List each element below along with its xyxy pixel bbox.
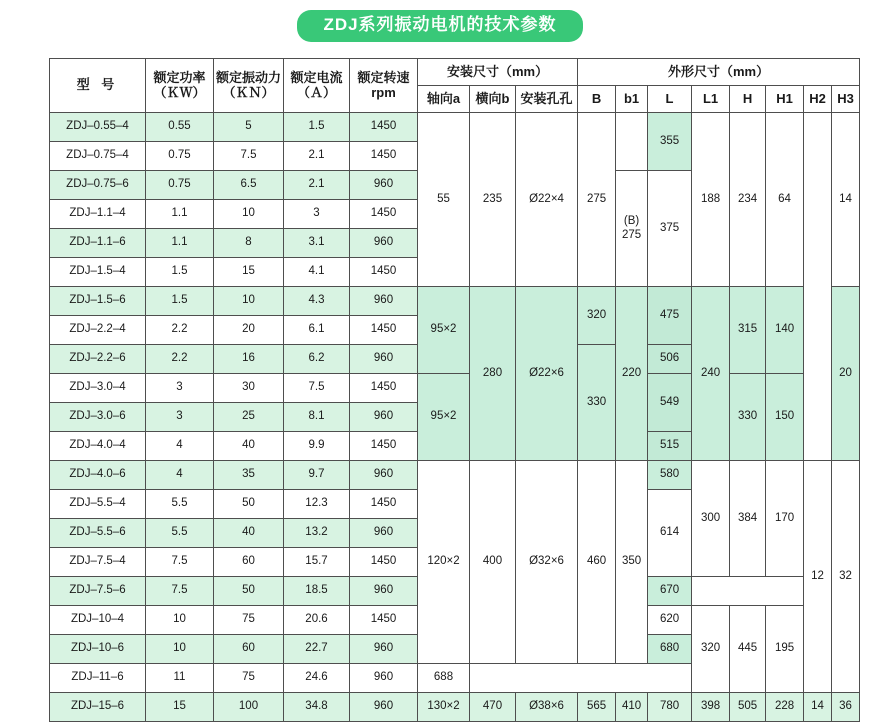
- cell-H3-g3: 32: [832, 461, 860, 693]
- cell-B-g2a: 320: [578, 287, 616, 345]
- cell-H1-g5: 228: [766, 693, 804, 722]
- th-power: [146, 59, 214, 113]
- th-b1: b1: [616, 86, 648, 113]
- th-install-group: 安装尺寸（mm）: [418, 59, 578, 86]
- cell-axial-g2b: 95×2: [418, 374, 470, 461]
- cell-current: 4.3: [284, 287, 350, 316]
- cell-model: ZDJ–4.0–6: [50, 461, 146, 490]
- table-row: [50, 461, 860, 490]
- spec-table-container: [49, 58, 854, 722]
- cell-hole-g3: Ø32×6: [516, 461, 578, 664]
- th-speed-line1: 额定转速: [357, 69, 410, 85]
- cell-b1-g3: 350: [616, 461, 648, 664]
- cell-speed: 1450: [350, 258, 418, 287]
- cell-L-v1: 355: [648, 113, 692, 171]
- cell-L-v3: 475: [648, 287, 692, 345]
- cell-H1-g2b: 150: [766, 374, 804, 461]
- cell-force: 60: [214, 548, 284, 577]
- cell-current: 12.3: [284, 490, 350, 519]
- cell-hole-g2: Ø22×6: [516, 287, 578, 461]
- cell-force: 40: [214, 432, 284, 461]
- cell-speed: 1450: [350, 316, 418, 345]
- cell-current: 9.9: [284, 432, 350, 461]
- cell-model: ZDJ–7.5–4: [50, 548, 146, 577]
- cell-power: 1.1: [146, 200, 214, 229]
- cell-power: 1.5: [146, 287, 214, 316]
- cell-B-g3: 460: [578, 461, 616, 664]
- cell-model: ZDJ–3.0–4: [50, 374, 146, 403]
- cell-L-v6: 515: [648, 432, 692, 461]
- cell-model: ZDJ–4.0–4: [50, 432, 146, 461]
- th-current: [284, 59, 350, 113]
- cell-b1-g1-note: (B): [623, 215, 640, 228]
- cell-speed: 1450: [350, 490, 418, 519]
- cell-power: 2.2: [146, 316, 214, 345]
- cell-current: 7.5: [284, 374, 350, 403]
- cell-force: 40: [214, 519, 284, 548]
- cell-current: 22.7: [284, 635, 350, 664]
- cell-force: 25: [214, 403, 284, 432]
- cell-H2-g4: 14: [804, 693, 832, 722]
- th-hole: 安装孔孔: [516, 86, 578, 113]
- cell-force: 35: [214, 461, 284, 490]
- table-row: [50, 113, 860, 142]
- cell-current: 2.1: [284, 171, 350, 200]
- cell-power: 7.5: [146, 577, 214, 606]
- cell-axial-g3: 120×2: [418, 461, 470, 664]
- cell-force: 6.5: [214, 171, 284, 200]
- cell-model: ZDJ–0.75–6: [50, 171, 146, 200]
- cell-force: 75: [214, 664, 284, 693]
- cell-model: ZDJ–10–6: [50, 635, 146, 664]
- cell-current: 34.8: [284, 693, 350, 722]
- cell-speed: 1450: [350, 200, 418, 229]
- th-L: L: [648, 86, 692, 113]
- th-force-line1: 额定振动力: [215, 69, 281, 85]
- cell-model: ZDJ–3.0–6: [50, 403, 146, 432]
- cell-H3-g1: 14: [832, 113, 860, 287]
- cell-force: 50: [214, 577, 284, 606]
- cell-L1-g5: 398: [692, 693, 730, 722]
- cell-L-v13: 780: [648, 693, 692, 722]
- cell-axial-g1: 55: [418, 113, 470, 287]
- cell-force: 5: [214, 113, 284, 142]
- th-speed: [350, 59, 418, 113]
- cell-L-v11: 680: [648, 635, 692, 664]
- cell-current: 24.6: [284, 664, 350, 693]
- cell-model: ZDJ–2.2–6: [50, 345, 146, 374]
- title-container: [0, 10, 880, 42]
- cell-H-g5: 505: [730, 693, 766, 722]
- table-row: [50, 374, 860, 403]
- cell-b1-g4: 410: [616, 693, 648, 722]
- cell-force: 100: [214, 693, 284, 722]
- cell-power: 3: [146, 374, 214, 403]
- th-speed-line2: rpm: [371, 84, 396, 100]
- cell-H-g2b: 330: [730, 374, 766, 461]
- cell-speed: 960: [350, 519, 418, 548]
- cell-B-g2b: 330: [578, 345, 616, 461]
- cell-B-g4: 565: [578, 693, 616, 722]
- cell-speed: 960: [350, 693, 418, 722]
- cell-speed: 960: [350, 287, 418, 316]
- cell-model: ZDJ–0.55–4: [50, 113, 146, 142]
- th-power-line2: （ＫＷ）: [153, 84, 206, 100]
- cell-current: 9.7: [284, 461, 350, 490]
- cell-H-g2a: 315: [730, 287, 766, 374]
- table-row: [50, 287, 860, 316]
- cell-model: ZDJ–5.5–4: [50, 490, 146, 519]
- cell-power: 11: [146, 664, 214, 693]
- cell-speed: 960: [350, 577, 418, 606]
- th-H3: H3: [832, 86, 860, 113]
- cell-model: ZDJ–15–6: [50, 693, 146, 722]
- cell-force: 10: [214, 200, 284, 229]
- table-row: [50, 693, 860, 722]
- cell-current: 8.1: [284, 403, 350, 432]
- cell-power: 0.55: [146, 113, 214, 142]
- cell-force: 8: [214, 229, 284, 258]
- cell-current: 15.7: [284, 548, 350, 577]
- th-current-line2: （Ａ）: [296, 84, 336, 100]
- th-H2: H2: [804, 86, 832, 113]
- cell-model: ZDJ–10–4: [50, 606, 146, 635]
- cell-power: 0.75: [146, 142, 214, 171]
- cell-force: 50: [214, 490, 284, 519]
- cell-model: ZDJ–1.1–4: [50, 200, 146, 229]
- th-L1: L1: [692, 86, 730, 113]
- cell-L1-g1: 188: [692, 113, 730, 287]
- cell-H2-g3: 12: [804, 461, 832, 693]
- th-current-line1: 额定电流: [290, 69, 343, 85]
- cell-H2-g1: [804, 113, 832, 461]
- cell-power: 4: [146, 432, 214, 461]
- cell-b1-g1-blank: [616, 113, 648, 171]
- cell-L1-g4: 320: [692, 606, 730, 693]
- cell-force: 10: [214, 287, 284, 316]
- cell-power: 5.5: [146, 490, 214, 519]
- cell-speed: 960: [350, 664, 418, 693]
- cell-model: ZDJ–1.1–6: [50, 229, 146, 258]
- cell-L-v8: 614: [648, 490, 692, 577]
- cell-model: ZDJ–1.5–4: [50, 258, 146, 287]
- th-force-line2: （ＫＮ）: [222, 84, 275, 100]
- cell-axial-g4: 130×2: [418, 693, 470, 722]
- cell-L-v5: 549: [648, 374, 692, 432]
- cell-H3-g2: 20: [832, 287, 860, 461]
- cell-current: 6.1: [284, 316, 350, 345]
- cell-L1-g3: 300: [692, 461, 730, 577]
- cell-b1-g1: [616, 171, 648, 287]
- cell-force: 60: [214, 635, 284, 664]
- cell-current: 20.6: [284, 606, 350, 635]
- cell-H-g3: 384: [730, 461, 766, 577]
- th-power-line1: 额定功率: [153, 69, 206, 85]
- cell-force: 7.5: [214, 142, 284, 171]
- cell-model: ZDJ–11–6: [50, 664, 146, 693]
- cell-current: 4.1: [284, 258, 350, 287]
- cell-lateral-g3: 400: [470, 461, 516, 664]
- cell-current: 3: [284, 200, 350, 229]
- cell-speed: 1450: [350, 374, 418, 403]
- cell-speed: 1450: [350, 606, 418, 635]
- cell-power: 10: [146, 635, 214, 664]
- cell-power: 0.75: [146, 171, 214, 200]
- cell-L-v2: 375: [648, 171, 692, 287]
- cell-lateral-g4: 470: [470, 693, 516, 722]
- cell-speed: 960: [350, 345, 418, 374]
- th-lateral: 横向b: [470, 86, 516, 113]
- cell-hole-g4: Ø38×6: [516, 693, 578, 722]
- cell-speed: 1450: [350, 113, 418, 142]
- cell-L-v10: 620: [648, 606, 692, 635]
- cell-b1-g1-value: 275: [621, 228, 642, 241]
- cell-L-v9: 670: [648, 577, 692, 606]
- cell-b1-g2: 220: [616, 287, 648, 461]
- cell-power: 3: [146, 403, 214, 432]
- cell-force: 16: [214, 345, 284, 374]
- cell-speed: 960: [350, 461, 418, 490]
- cell-hole-g1: Ø22×4: [516, 113, 578, 287]
- cell-L-v4: 506: [648, 345, 692, 374]
- cell-model: ZDJ–5.5–6: [50, 519, 146, 548]
- cell-lateral-g2: 280: [470, 287, 516, 461]
- cell-speed: 960: [350, 229, 418, 258]
- cell-H1-g3: 170: [766, 461, 804, 577]
- cell-current: 13.2: [284, 519, 350, 548]
- cell-current: 3.1: [284, 229, 350, 258]
- cell-L-v12: 688: [418, 664, 470, 693]
- cell-speed: 1450: [350, 142, 418, 171]
- cell-power: 1.5: [146, 258, 214, 287]
- cell-L1-g2: 240: [692, 287, 730, 461]
- th-H: H: [730, 86, 766, 113]
- th-B: B: [578, 86, 616, 113]
- cell-current: 18.5: [284, 577, 350, 606]
- cell-power: 10: [146, 606, 214, 635]
- cell-H-g1: 234: [730, 113, 766, 287]
- cell-H1-g2a: 140: [766, 287, 804, 374]
- header-row-1: [50, 59, 860, 86]
- cell-lateral-g1: 235: [470, 113, 516, 287]
- th-model: 型 号: [50, 59, 146, 113]
- cell-H3-g4: 36: [832, 693, 860, 722]
- cell-power: 4: [146, 461, 214, 490]
- cell-power: 5.5: [146, 519, 214, 548]
- cell-speed: 960: [350, 635, 418, 664]
- cell-force: 75: [214, 606, 284, 635]
- cell-force: 30: [214, 374, 284, 403]
- cell-model: ZDJ–1.5–6: [50, 287, 146, 316]
- table-body: [50, 113, 860, 722]
- cell-H1-g1: 64: [766, 113, 804, 287]
- page-title: ZDJ系列振动电机的技术参数: [297, 10, 582, 42]
- cell-L-v7: 580: [648, 461, 692, 490]
- cell-B-g1: 275: [578, 113, 616, 287]
- cell-speed: 960: [350, 171, 418, 200]
- cell-model: ZDJ–7.5–6: [50, 577, 146, 606]
- cell-speed: 1450: [350, 548, 418, 577]
- cell-power: 2.2: [146, 345, 214, 374]
- th-axial: 轴向a: [418, 86, 470, 113]
- th-force: [214, 59, 284, 113]
- th-outline-group: 外形尺寸（mm）: [578, 59, 860, 86]
- cell-power: 7.5: [146, 548, 214, 577]
- cell-model: ZDJ–2.2–4: [50, 316, 146, 345]
- cell-H1-g4: 195: [766, 606, 804, 693]
- cell-speed: 960: [350, 403, 418, 432]
- table-head: [50, 59, 860, 113]
- cell-force: 20: [214, 316, 284, 345]
- th-H1: H1: [766, 86, 804, 113]
- cell-current: 6.2: [284, 345, 350, 374]
- cell-power: 1.1: [146, 229, 214, 258]
- cell-H-g4: 445: [730, 606, 766, 693]
- cell-speed: 1450: [350, 432, 418, 461]
- cell-model: ZDJ–0.75–4: [50, 142, 146, 171]
- cell-current: 2.1: [284, 142, 350, 171]
- cell-axial-g2a: 95×2: [418, 287, 470, 374]
- cell-current: 1.5: [284, 113, 350, 142]
- spec-table: [49, 58, 860, 722]
- cell-force: 15: [214, 258, 284, 287]
- cell-power: 15: [146, 693, 214, 722]
